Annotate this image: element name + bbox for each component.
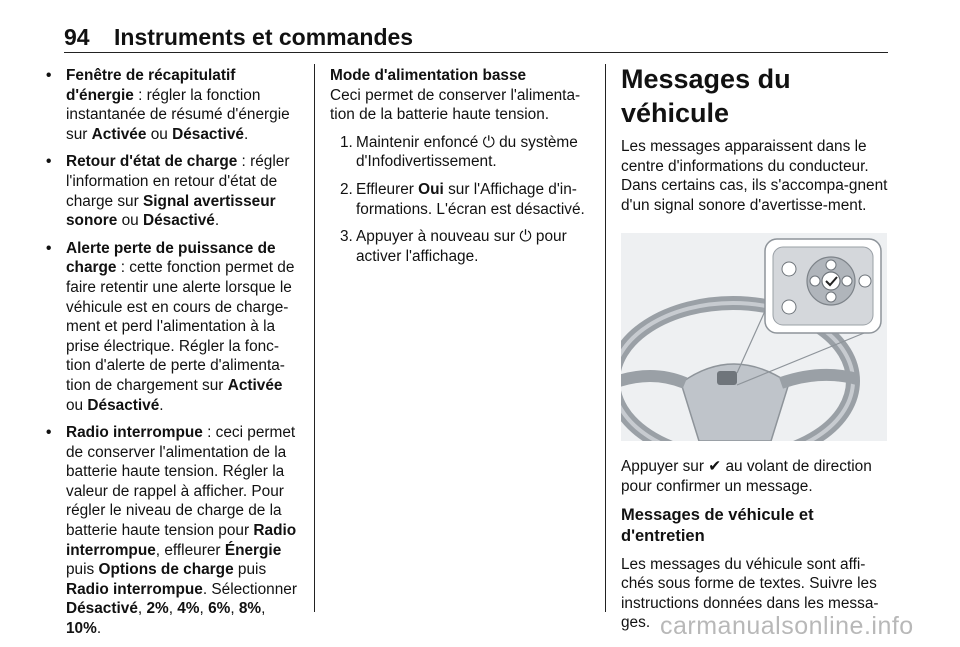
text: : cette fonction permet de faire retentir une alerte lorsque le véhicule est en cours de charge-ment et perd l'alimentation à la prise électrique. Régler la fonc-tion d'alerte de perte d'alimenta-tion de chargement sur: [66, 259, 295, 394]
text: .: [96, 620, 102, 638]
term: Fenêtre de récapitulatif d'énergie: [66, 67, 236, 104]
power-icon: ⏻: [482, 132, 495, 151]
separator: ,: [199, 600, 209, 618]
column-divider-right: [605, 64, 606, 612]
header-rule: [64, 52, 888, 53]
list-item: [330, 180, 592, 219]
option: Radio interrompue: [66, 580, 203, 598]
text: sur l'Affichage d'in-formations. L'écran est désactivé.: [356, 180, 585, 218]
option: 8%: [238, 600, 262, 618]
list-item: [44, 66, 302, 144]
checkmark-icon: ✔: [708, 457, 722, 476]
separator: ,: [261, 600, 266, 618]
subsection-body: Les messages du véhicule sont affi-chés sous forme de textes. Suivre les instructions données dans les messa-ges.: [621, 555, 879, 632]
subsection-title: Messages de véhicule et d'entretien: [621, 505, 814, 545]
text: : régler la fonction instantanée de résumé d'énergie sur: [66, 86, 290, 143]
term: Retour d'état de charge: [66, 153, 238, 171]
option: Énergie: [224, 541, 282, 559]
steering-wheel-icon: [621, 233, 887, 441]
option: Activée: [91, 125, 147, 143]
text: puis: [66, 561, 99, 579]
text: puis: [233, 561, 267, 579]
option: 6%: [208, 600, 231, 618]
confirm-instruction: Appuyer sur ✔ au volant de direction pour confirmer un message.: [621, 457, 872, 495]
step-number: 1.: [340, 133, 353, 151]
step-list: [330, 133, 592, 267]
steering-wheel-illustration: [621, 233, 887, 441]
option: Désactivé: [66, 600, 138, 618]
term: Alerte perte de puissance de charge: [66, 239, 276, 277]
text: : régler l'information en retour d'état de charge sur: [66, 153, 290, 210]
column-divider-left: [314, 64, 315, 612]
term: Radio interrompue: [66, 424, 203, 442]
option: Radio interrompue: [66, 522, 297, 559]
option: Désactivé: [87, 396, 160, 414]
bullet-dot: •: [46, 67, 52, 84]
option: Activée: [227, 376, 283, 394]
separator: ,: [137, 600, 147, 618]
text: ou: [66, 396, 88, 414]
page-number: 94: [64, 24, 90, 50]
option: Oui: [418, 180, 444, 198]
list-item: [330, 227, 592, 266]
text: : ceci permet de conserver l'alimentation de la batterie haute tension. Régler la valeur de rappel à afficher. Pour régler le niveau de charge de la batterie haute tension pour: [66, 424, 296, 540]
option: Désactivé: [142, 212, 215, 230]
list-item: [44, 239, 302, 415]
bullet-dot: •: [46, 424, 52, 442]
page-title: Instruments et commandes: [114, 24, 414, 50]
bullet-dot: •: [46, 153, 52, 171]
section-heading: Mode d'alimentation basse: [330, 67, 527, 84]
separator: ,: [230, 600, 239, 618]
section-title: Messages du véhicule: [621, 64, 791, 128]
list-item: [330, 133, 592, 172]
watermark: carmanualsonline.info: [660, 612, 914, 640]
option: 4%: [177, 600, 200, 618]
right-column: [621, 62, 889, 641]
option: Signal avertisseur sonore: [66, 192, 276, 230]
text: ou: [146, 125, 173, 143]
option: Options de charge: [98, 561, 234, 579]
text: .: [159, 396, 164, 414]
text: , effleurer: [155, 541, 225, 559]
power-icon: ⏻: [519, 227, 532, 246]
separator: ,: [168, 600, 178, 618]
step-number: 3.: [340, 228, 353, 246]
text: . Sélectionner: [202, 580, 297, 598]
text: Maintenir enfoncé: [356, 133, 483, 151]
option: Désactivé: [172, 125, 244, 143]
text: ou: [117, 212, 143, 230]
list-item: [44, 152, 302, 230]
bullet-dot: •: [46, 239, 52, 257]
text: Appuyer à nouveau sur: [356, 228, 520, 246]
middle-column: [330, 66, 592, 274]
text: pour activer l'affichage.: [356, 228, 567, 265]
page-header: [64, 24, 886, 50]
text: Effleurer: [356, 180, 419, 198]
text: .: [214, 212, 220, 230]
left-column: [44, 66, 302, 647]
option: 2%: [146, 600, 169, 618]
section-intro: Les messages apparaissent dans le centre d'informations du conducteur. Dans certains cas, ils s'accompa-gnent d'un signal sonore d'avertisse-ment.: [621, 138, 888, 214]
list-item: [44, 423, 302, 639]
text: .: [243, 125, 249, 143]
option: 10%: [66, 620, 97, 638]
section-intro: Ceci permet de conserver l'alimenta-tion de la batterie haute tension.: [330, 86, 581, 124]
step-number: 2.: [340, 180, 353, 198]
text: du système d'Infodivertissement.: [356, 133, 578, 171]
